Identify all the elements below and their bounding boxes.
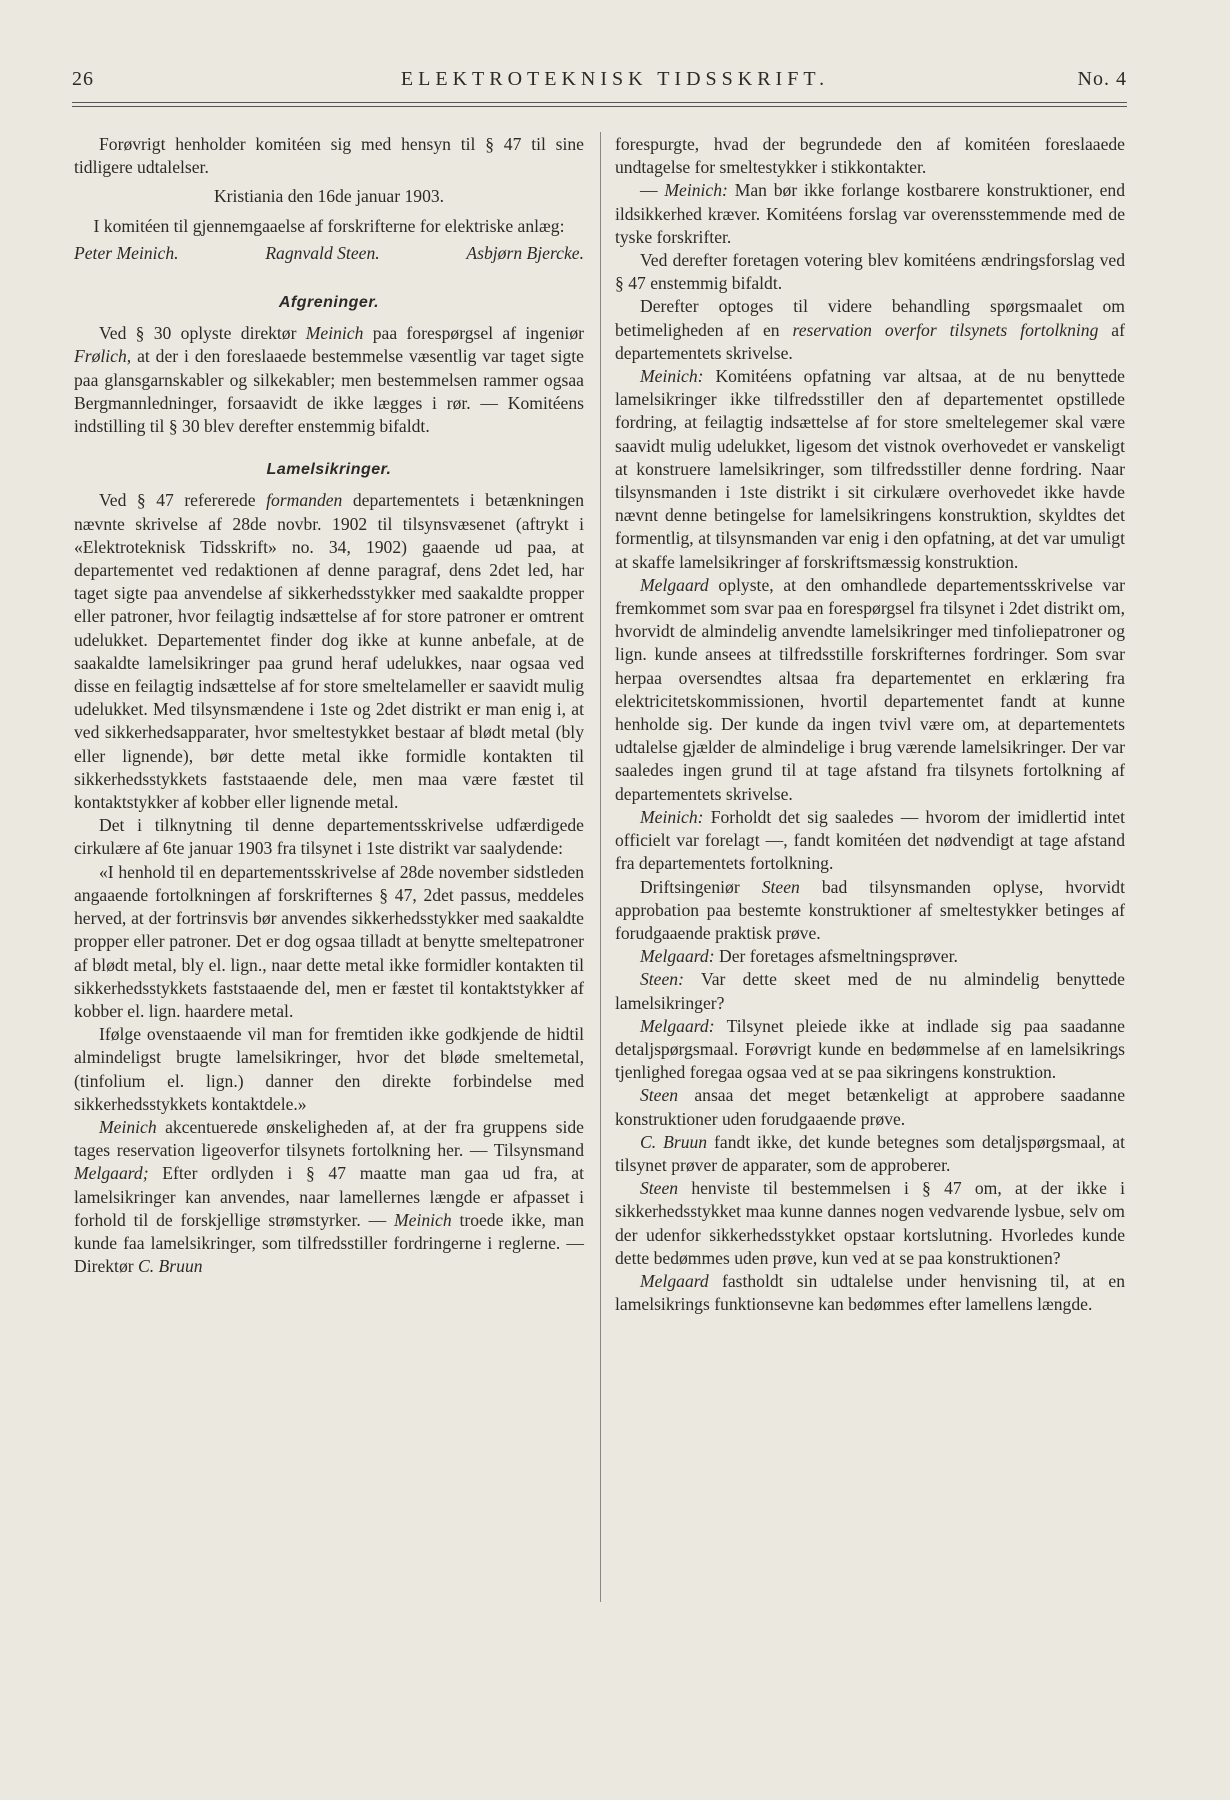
quote-paragraph: Ifølge ovenstaaende vil man for fremtiden ikke godkjende de hidtil almindeligst brugte lamelsikringer, hvor det bløde smeltemetal, (tinfolium el. lign.) danner den direkte forbindelse med sikkerhedsstykkets kontaktdele.» [74,1024,584,1114]
paragraph: Meinich: Forholdt det sig saaledes — hvorom der imidlertid intet officielt var forelagt —, fandt komitéen det nødvendigt at tage afstand fra departementets fortolkning. [615,806,1125,874]
issue-number: No. 4 [1077,68,1127,90]
section-heading: Afgreninger. [278,294,380,312]
paragraph: Steen: Var dette skeet med de nu almindelig benyttede lamelsikringer? [615,969,1125,1013]
left-column [74,133,584,1278]
paragraph: Derefter optoges til videre behandling spørgsmaalet om betimeligheden af en reservation overfor tilsynets fortolkning af departementets skrivelse. [615,296,1125,363]
paragraph: Meinich akcentuerede ønskeligheden af, at der fra gruppens side tages reservation ligeoverfor tilsynets fortolkning her. — Tilsynsmand Melgaard; Efter ordlyden i § 47 maatte man gaa ud fra, at lamelsikringer kan anvendes, naar lamellernes længde er afpasset i forhold til de forskjellige strømstyrker. — Meinich troede ikke, man kunde faa lamelsikringer, som tilfredsstiller fordringerne i reglerne. — Direktør C. Bruun [74,1116,584,1277]
signature: Peter Meinich. [74,242,179,263]
paragraph: Det i tilknytning til denne departementsskrivelse udfærdigede cirkulære af 6te januar 1903 fra tilsynet i 1ste distrikt var saalydende: [74,815,584,859]
journal-title: ELEKTROTEKNISK TIDSSKRIFT. [400,68,830,90]
paragraph: Ved § 30 oplyste direktør Meinich paa forespørgsel af ingeniør Frølich, at der i den foreslaaede bestemmelse væsentlig var taget sigte paa glansgarnskabler og silkekabler; men bestemmelsen rammer ogsaa Bergmannledninger, forsaavidt de ikke lægges i rør. — Komitéens indstilling til § 30 blev derefter enstemmig bifaldt. [74,323,584,437]
paragraph: Melgaard oplyste, at den omhandlede departementsskrivelse var fremkommet som svar paa en forespørgsel fra tilsynet i 2det distrikt om, hvorvidt de almindelig anvendte lamelsikringer med tinfoliepatroner og lign. kunde ansees at tilfredsstille forskrifternes fordringer. Som svar herpaa oversendtes altsaa fra departementet en erklæring fra elektricitetskommissionen, hvortil departementet fandt at kunne henholde sig. Der kunde da ingen tvivl være om, at departementets udtalelse gjælder de almindelige i brug værende lamelsikringer. Der var saaledes ingen grund til at tage afstand fra tilsynets fortolkning af departementets skrivelse. [615,574,1125,804]
paragraph: Meinich: Komitéens opfatning var altsaa, at de nu benyttede lamelsikringer ikke tilfredsstiller den af departementet opstillede fordring, at feilagtig indsættelse af for store smeltelegemer skal være saavidt mulig udelukket, ligesom det vistnok overhovedet er vanskeligt at konstruere lamelsikringer, som tilfredsstiller denne fordring. Naar tilsynsmanden i 1ste distrikt i sit cirkulære overhovedet ikke havde nævnt denne betingelse for lamelsikringens konstruktion, skyldtes det formentlig, at tilsynsmanden var enig i den opfatning, at det var umuligt at skaffe lamelsikringer af forskriftsmæssig konstruktion. [615,366,1125,572]
paragraph: — Meinich: Man bør ikke forlange kostbarere konstruktioner, end ildsikkerhed kræver. Komitéens forslag var overensstemmende med de tyske forskrifter. [615,180,1125,247]
paragraph: C. Bruun fandt ikke, det kunde betegnes som detaljspørgsmaal, at tilsynet prøver de apparater, som de approberer. [615,1131,1125,1175]
section-heading: Lamelsikringer. [266,461,392,479]
signatures [74,242,584,265]
paragraph: Forøvrigt henholder komitéen sig med hensyn til § 47 til sine tidligere udtalelser. [74,134,584,178]
quote-paragraph: «I henhold til en departementsskrivelse af 28de november sidstleden angaaende fortolkningen af forskrifternes § 47, 2det passus, meddeles herved, at der fortrinsvis bør anvendes sikkerhedsstykker med saakaldte propper eller patroner. Det er dog ogsaa tilladt at benytte smeltepatroner af blødt metal, bly el. lign., naar dette metal ikke formidler kontakten til sikkerhedsstykkets faststaaende del, men er fæstet til kontaktstykker af kobber el. lign. haardere metal. [74,861,584,1021]
paragraph: Driftsingeniør Steen bad tilsynsmanden oplyse, hvorvidt approbation paa bestemte konstruktioner af smeltestykker betinges af forudgaaende praktisk prøve. [615,876,1125,943]
page-number: 26 [72,68,94,90]
paragraph: Ved derefter foretagen votering blev komitéens ændringsforslag ved § 47 enstemmig bifaldt. [615,250,1125,294]
paragraph: Melgaard fastholdt sin udtalelse under henvisning til, at en lamelsikrings funktionsevne kan bedømmes efter lamellens længde. [615,1270,1125,1315]
paragraph: Ved § 47 refererede formanden departementets i betænkningen nævnte skrivelse af 28de novbr. 1902 til tilsynsvæsenet (aftrykt i «Elektroteknisk Tidsskrift» no. 34, 1902) gaaende ud paa, at departementet ved redaktionen af denne paragraf, dens 2det led, har taget sigte paa anvendelse af sikkerhedsstykker med saakaldte propper eller patroner, hvor feilagtig indsættelse af for store patroner er omtrent udelukket. Departementet finder dog ikke at kunne anbefale, at de saakaldte lamelsikringer paa grund heraf udelukkes, naar ogsaa ved disse en feilagtig indsættelse af for store smeltelameller er saavidt mulig udelukket. Med tilsynsmændene i 1ste og 2det distrikt er man enig i, at ved sikkerhedsapparater, hvor smeltestykket bestaar af blødt metal (bly eller lignende), bør dette metal ikke formidle kontakten til sikkerhedsstykkets faststaaende dele, men maa være fæstet til kontaktstykker af kobber eller lignende metal. [74,490,585,813]
paragraph: Melgaard: Tilsynet pleiede ikke at indlade sig paa saadanne detaljspørgsmaal. Forøvrigt kunde en bedømmelse af en lamelsikrings tjenlighed foregaa ogsaa ved at se paa sikringens konstruktion. [615,1015,1125,1083]
committee-line: I komitéen til gjennemgaaelse af forskrifterne for elektriske anlæg: [93,215,565,236]
paragraph: Steen ansaa det meget betænkeligt at approbere saadanne konstruktioner uden forudgaaende prøve. [615,1085,1125,1129]
right-column [615,133,1125,1316]
column-divider [600,132,601,1602]
header-rule [72,102,1127,103]
header-rule-double [72,106,1127,107]
paragraph: forespurgte, hvad der begrundede den af komitéen foreslaaede undtagelse for smeltestykker i stikkontakter. [615,134,1125,178]
signature: Asbjørn Bjercke. [466,242,584,263]
paragraph: Steen henviste til bestemmelsen i § 47 om, at der ikke i sikkerhedsstykket maa kunne dannes nogen vedvarende lysbue, selv om der udenfor sikkerhedsstykket opstaar kortslutning. Hvorledes kunde dette bedømmes uden prøve, kun ved at se paa konstruktionen? [615,1178,1125,1268]
signature: Ragnvald Steen. [265,242,380,263]
dateline: Kristiania den 16de januar 1903. [213,186,445,207]
paragraph: Melgaard: Der foretages afsmeltningsprøver. [640,946,958,967]
